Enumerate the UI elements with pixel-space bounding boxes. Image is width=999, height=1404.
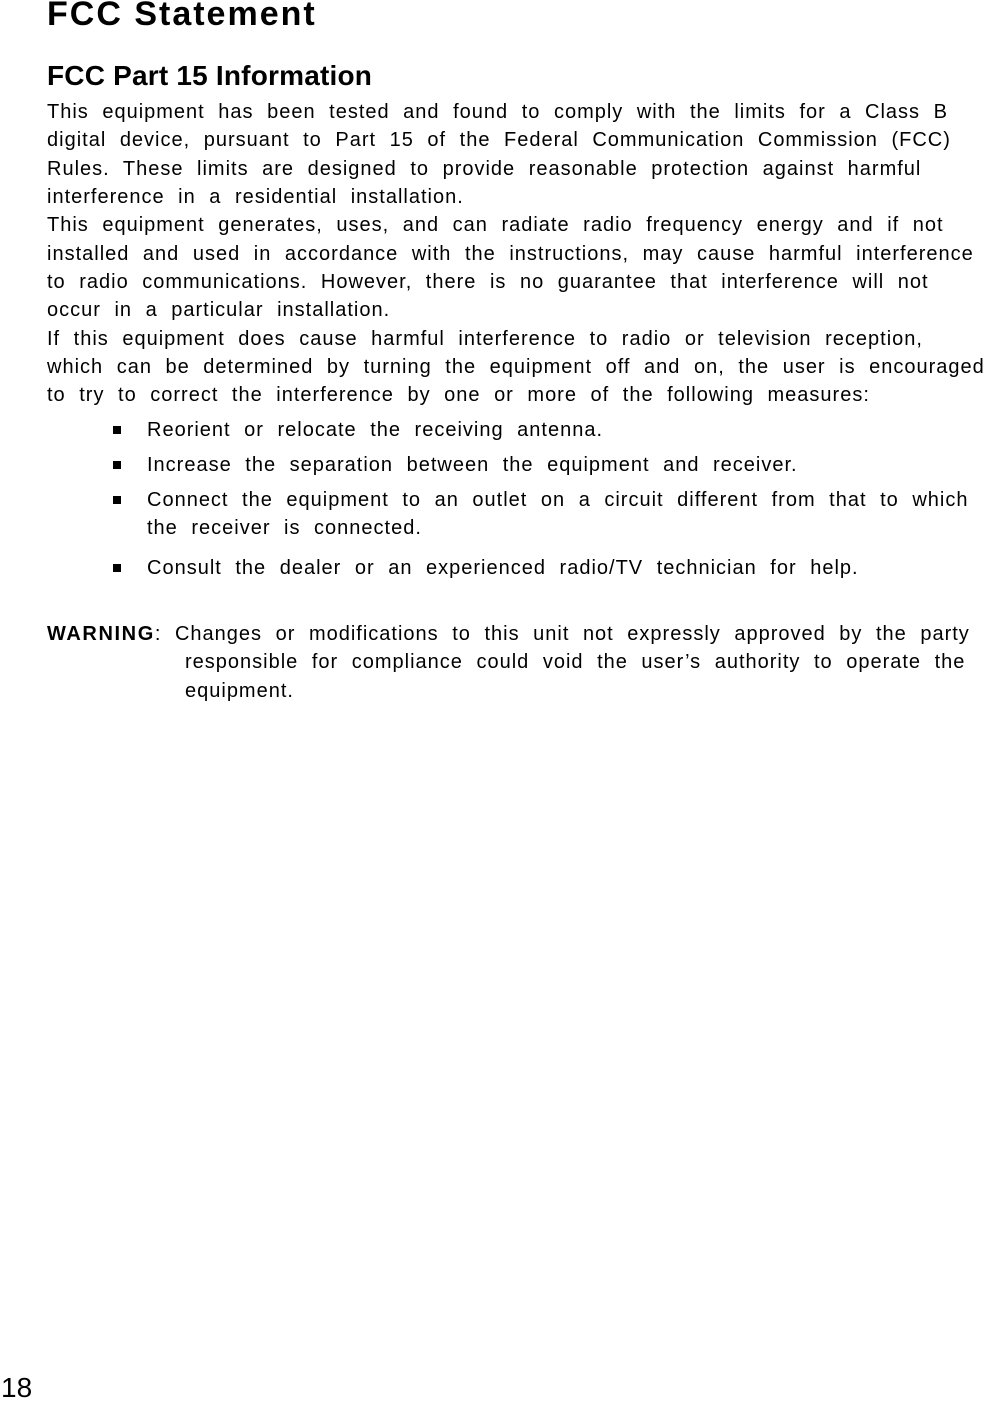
paragraph-line: to try to correct the interference by one or more of the following measures: xyxy=(47,384,870,407)
warning-note xyxy=(47,620,970,705)
warning-label: WARNING xyxy=(47,623,155,645)
bullet-square-icon xyxy=(113,496,121,504)
bullet-square-icon xyxy=(113,564,121,572)
warning-line xyxy=(47,620,970,648)
paragraph-line: installed and used in accordance with the instructions, may cause harmful interference xyxy=(47,242,974,265)
warning-line: equipment. xyxy=(185,679,294,702)
body-paragraphs xyxy=(47,98,985,410)
list-item-text: Connect the equipment to an outlet on a circuit different from that to which xyxy=(147,489,969,512)
bullet-square-icon xyxy=(113,461,121,469)
list-item xyxy=(47,554,968,582)
section-heading: FCC Part 15 Information xyxy=(47,60,373,91)
list-item-text: Reorient or relocate the receiving antenna. xyxy=(147,419,604,441)
list-item xyxy=(47,416,968,444)
paragraph-line: Rules. These limits are designed to provide reasonable protection against harmful xyxy=(47,157,922,180)
list-item xyxy=(47,451,968,479)
paragraph-line: interference in a residential installation. xyxy=(47,185,464,208)
paragraph-line: If this equipment does cause harmful interference to radio or television reception, xyxy=(47,327,923,350)
bullet-square-icon xyxy=(113,426,121,434)
paragraph-line: which can be determined by turning the equipment off and on, the user is encouraged xyxy=(47,355,985,378)
list-item-text: Increase the separation between the equipment and receiver. xyxy=(147,454,798,477)
paragraph-line: to radio communications. However, there is no guarantee that interference will not xyxy=(47,270,929,293)
bullet-list xyxy=(47,416,968,583)
paragraph-line: digital device, pursuant to Part 15 of the Federal Communication Commission (FCC) xyxy=(47,129,951,152)
paragraph-line: This equipment generates, uses, and can radiate radio frequency energy and if not xyxy=(47,214,944,237)
paragraph-line: This equipment has been tested and found to comply with the limits for a Class B xyxy=(47,101,948,123)
warning-text: : Changes or modifications to this unit not expressly approved by the party xyxy=(154,623,970,645)
list-item-text: Consult the dealer or an experienced radio/TV technician for help. xyxy=(147,557,859,580)
warning-line: responsible for compliance could void the user’s authority to operate the xyxy=(185,651,966,674)
page-title: FCC Statement xyxy=(47,0,317,33)
list-item-text: the receiver is connected. xyxy=(147,517,422,540)
page-number: 18 xyxy=(1,1372,33,1403)
list-item xyxy=(47,486,968,543)
paragraph-line: occur in a particular installation. xyxy=(47,299,391,322)
